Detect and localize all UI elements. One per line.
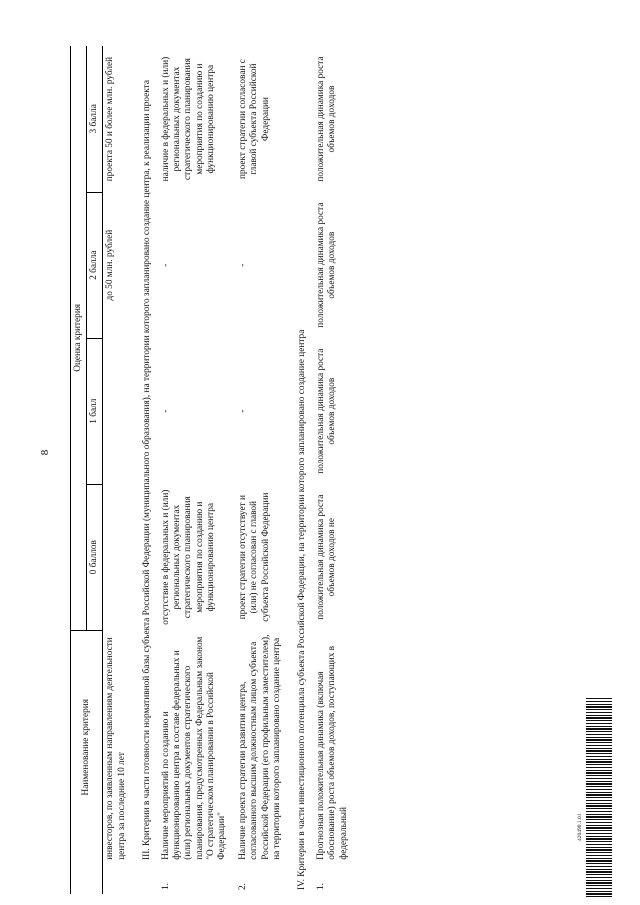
criteria-table [70, 46, 352, 894]
section-title-row [136, 46, 159, 894]
header-name: Наименование критерия [71, 630, 103, 864]
row-number: 1. [316, 883, 327, 890]
barcode [586, 697, 612, 897]
section-3-title: III. Критерии в части готовности нормативной базы субъекта Российской Федерации (муниципального образования), на территории которого запланировано создание центра, к реализации проекта [141, 80, 152, 860]
barcode-number: 420490.1.01 [577, 813, 583, 841]
score-1-value: положительная динамика роста объемов доходов [316, 348, 338, 474]
score-3-value: проект стратегии согласован с главой субъекта Российской Федерации [238, 59, 271, 180]
score-2-value: - [161, 263, 172, 267]
score-1-value: - [161, 409, 172, 413]
score-3-value: положительная динамика роста объемов доходов [316, 56, 338, 182]
header-score-2: 2 балла [87, 192, 103, 338]
score-3-value: проекта 50 и более млн. рублей [105, 56, 116, 182]
header-score-1: 1 балл [87, 338, 103, 484]
score-2-value: положительная динамика роста объемов доходов [316, 202, 338, 328]
score-0-value: отсутствие в федеральных и (или) региональных документах стратегического планирования мероприятия по созданию и функционированию центра [161, 489, 216, 625]
score-2-value: до 50 млн. рублей [105, 229, 116, 301]
table-row [314, 46, 352, 894]
header-score-0: 0 баллов [87, 484, 103, 630]
section-4-title: IV. Критерии в части инвестиционного потенциала субъекта Российской Федерации, на территории которого запланировано создание центра [297, 329, 308, 890]
row-number: 1. [161, 883, 172, 890]
score-2-value: - [238, 263, 249, 267]
table-row [159, 46, 236, 894]
section-title-row [291, 46, 314, 894]
criterion-name: Наличие проекта стратегии развития центра, согласованного высшим должностным лицом субъекта Российской Федерации (его профильным заместителем), на территории которого запланировано создание центра [238, 634, 282, 860]
header-eval: Оценка критерия [71, 46, 87, 630]
score-0-value: проект стратегии отсутствует и (или) не согласован с главой субъекта Российской Федерации [238, 492, 271, 622]
table-row [103, 46, 136, 894]
page-number: 8 [39, 449, 51, 456]
header-row [71, 46, 87, 894]
row-number: 2. [238, 883, 249, 890]
header-score-3: 3 балла [87, 46, 103, 192]
criterion-name: Прогнозная положительная динамика (включая обоснование) роста объемов доходов, поступающих в федеральный [316, 645, 349, 860]
score-1-value: - [238, 409, 249, 413]
criterion-name: инвесторов, по заявленным направлениям деятельности центра за последние 10 лет [105, 637, 127, 860]
score-0-value: положительная динамика роста объемов доходов не [316, 494, 338, 620]
score-3-value: наличие в федеральных и (или) региональных документах стратегического планирования мероприятия по созданию и функционированию центра [161, 56, 216, 182]
table-row [236, 46, 291, 894]
criterion-name: Наличие мероприятий по созданию и функционированию центра в составе федеральных и (или) региональных документов стратегического планирования, предусмотренных Федеральным законом "О стратегическом планировании в Российской Федерации" [161, 636, 228, 860]
